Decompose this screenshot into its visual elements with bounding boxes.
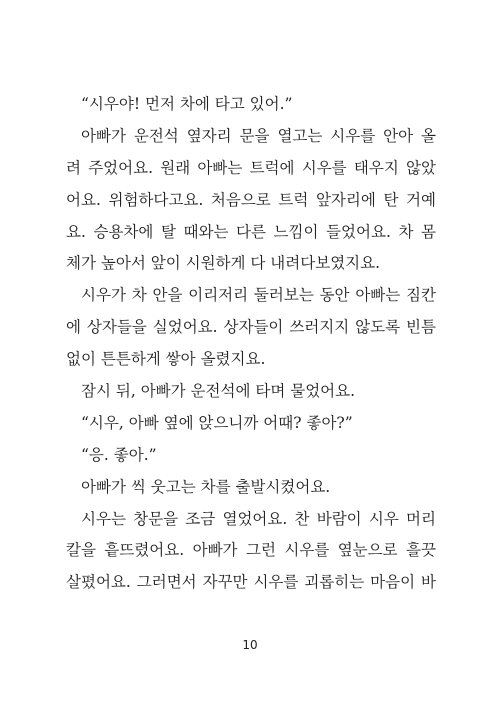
- text-line: “시우, 아빠 옆에 앉으니까 어때? 좋아?”: [81, 413, 353, 432]
- text-line: 살폈어요. 그러면서 자꾸만 시우를 괴롭히는 마음이 바: [66, 573, 436, 592]
- text-line: 없이 튼튼하게 쌓아 올렸지요.: [66, 350, 266, 369]
- text-line: 에 상자들을 실었어요. 상자들이 쓰러지지 않도록 빈틈: [66, 318, 436, 337]
- text-line: 요. 승용차에 탈 때와는 다른 느낌이 들었어요. 차 몸: [66, 222, 436, 241]
- text-line: “시우야! 먼저 차에 타고 있어.”: [81, 95, 293, 113]
- text-line: 아빠가 씩 웃고는 차를 출발시켰어요.: [81, 477, 331, 496]
- text-line: “응. 좋아.”: [81, 445, 157, 464]
- text-line: 려 주었어요. 원래 아빠는 트럭에 시우를 태우지 않았: [66, 158, 436, 177]
- text-line: 칼을 흩뜨렸어요. 아빠가 그런 시우를 옆눈으로 흘끗: [66, 541, 436, 560]
- text-line: 체가 높아서 앞이 시원하게 다 내려다보였지요.: [66, 254, 381, 273]
- text-line: 시우가 차 안을 이리저리 둘러보는 동안 아빠는 짐칸: [81, 286, 436, 305]
- text-line: 시우는 창문을 조금 열었어요. 찬 바람이 시우 머리: [81, 509, 436, 528]
- body-text: [66, 89, 436, 599]
- text-line: 아빠가 운전석 옆자리 문을 열고는 시우를 안아 올: [81, 126, 436, 145]
- text-line: 어요. 위험하다고요. 처음으로 트럭 앞자리에 탄 거예: [66, 190, 436, 209]
- text-line: 잠시 뒤, 아빠가 운전석에 타며 물었어요.: [81, 382, 356, 401]
- page-number: 10: [242, 638, 258, 652]
